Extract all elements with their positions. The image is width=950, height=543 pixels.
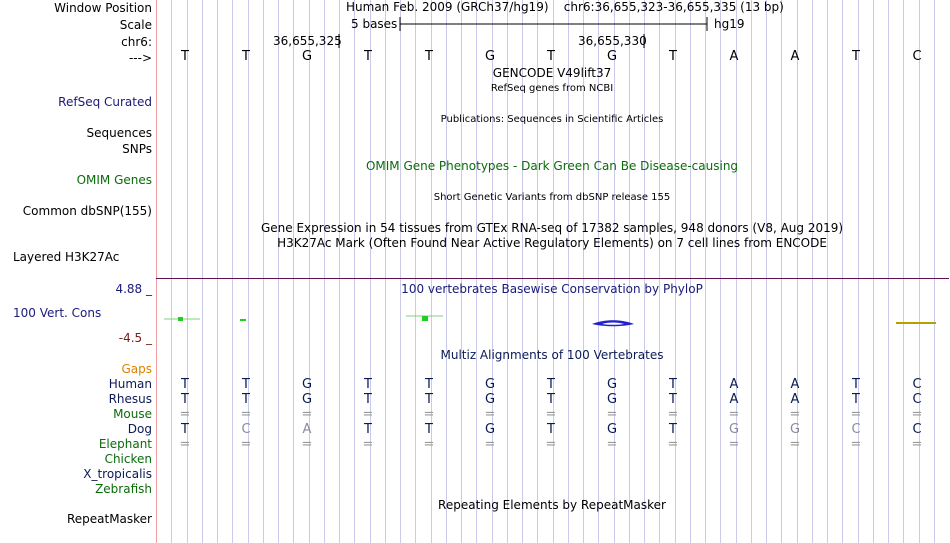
aligned-base: = xyxy=(667,407,679,422)
aligned-base: = xyxy=(850,407,862,422)
aligned-base: = xyxy=(789,437,801,452)
aligned-base: A xyxy=(790,392,800,407)
aligned-base: = xyxy=(911,407,923,422)
phylop-min-label: -4.5 _ xyxy=(118,331,152,345)
aligned-base: G xyxy=(301,377,313,392)
aligned-base: G xyxy=(728,422,740,437)
aligned-base: G xyxy=(606,422,618,437)
aligned-base: T xyxy=(425,422,433,437)
h3k27ac-title[interactable]: H3K27Ac Mark (Often Found Near Active Regulatory Elements) on 7 cell lines from ENCODE xyxy=(277,236,827,250)
aligned-base: T xyxy=(852,377,860,392)
omim-genes-label[interactable]: OMIM Genes xyxy=(76,173,152,187)
phylop-max-label: 4.88 _ xyxy=(115,282,152,296)
aligned-base: = xyxy=(728,437,740,452)
reference-base: T xyxy=(547,49,555,64)
chr-label: chr6: xyxy=(121,35,152,49)
aligned-base: C xyxy=(912,377,922,392)
phylop-title[interactable]: 100 vertebrates Basewise Conservation by PhyloP xyxy=(401,282,703,296)
aligned-base: C xyxy=(241,422,251,437)
aligned-base: T xyxy=(669,422,677,437)
aligned-base: = xyxy=(423,407,435,422)
phylop-peak-1 xyxy=(178,317,183,321)
species-label-mouse[interactable]: Mouse xyxy=(113,407,152,421)
aligned-base: = xyxy=(911,437,923,452)
repeatmasker-label[interactable]: RepeatMasker xyxy=(66,512,152,526)
aligned-base: = xyxy=(545,407,557,422)
aligned-base: = xyxy=(179,437,191,452)
reference-base: C xyxy=(912,49,922,64)
aligned-base: = xyxy=(301,437,313,452)
aligned-base: T xyxy=(364,392,372,407)
aligned-base: C xyxy=(912,392,922,407)
aligned-base: T xyxy=(181,377,189,392)
aligned-base: T xyxy=(669,392,677,407)
species-label-elephant[interactable]: Elephant xyxy=(98,437,152,451)
aligned-base: = xyxy=(240,437,252,452)
coordinate-tick-mark-2 xyxy=(643,34,646,48)
aligned-base: = xyxy=(484,437,496,452)
aligned-base: G xyxy=(484,422,496,437)
species-label-dog[interactable]: Dog xyxy=(127,422,152,436)
reference-base: T xyxy=(425,49,433,64)
aligned-base: = xyxy=(240,407,252,422)
species-label-chicken[interactable]: Chicken xyxy=(104,452,152,466)
aligned-base: = xyxy=(362,437,374,452)
aligned-base: = xyxy=(301,407,313,422)
reference-base: T xyxy=(669,49,677,64)
scale-assembly: hg19 xyxy=(714,17,745,31)
aligned-base: A xyxy=(729,392,739,407)
aligned-base: C xyxy=(912,422,922,437)
reference-base: A xyxy=(790,49,800,64)
aligned-base: T xyxy=(547,422,555,437)
dbsnp-title[interactable]: Short Genetic Variants from dbSNP release 155 xyxy=(433,192,671,203)
aligned-base: = xyxy=(728,407,740,422)
aligned-base: = xyxy=(667,437,679,452)
aligned-base: G xyxy=(484,392,496,407)
aligned-base: T xyxy=(181,422,189,437)
aligned-base: T xyxy=(669,377,677,392)
multiz-title[interactable]: Multiz Alignments of 100 Vertebrates xyxy=(440,348,664,362)
aligned-base: A xyxy=(790,377,800,392)
species-label-x_tropicalis[interactable]: X_tropicalis xyxy=(83,467,152,481)
aligned-base: T xyxy=(242,392,250,407)
phylop-track-label[interactable]: 100 Vert. Cons xyxy=(13,306,102,320)
aligned-base: G xyxy=(606,377,618,392)
aligned-base: G xyxy=(484,377,496,392)
aligned-base: = xyxy=(423,437,435,452)
aligned-base: = xyxy=(362,407,374,422)
aligned-base: C xyxy=(851,422,861,437)
reference-base: G xyxy=(484,49,496,64)
aligned-base: T xyxy=(425,392,433,407)
aligned-base: T xyxy=(547,392,555,407)
species-label-rhesus[interactable]: Rhesus xyxy=(108,392,152,406)
aligned-base: = xyxy=(850,437,862,452)
reference-base: G xyxy=(301,49,313,64)
species-label-zebrafish[interactable]: Zebrafish xyxy=(95,482,152,496)
gencode-title[interactable]: GENCODE V49lift37 xyxy=(492,66,612,80)
aligned-base: = xyxy=(484,407,496,422)
aligned-base: = xyxy=(606,437,618,452)
phylop-plot xyxy=(156,300,949,340)
reference-base: T xyxy=(181,49,189,64)
repeatmasker-title[interactable]: Repeating Elements by RepeatMasker xyxy=(438,498,666,512)
scale-label: Scale xyxy=(119,18,152,32)
aligned-base: T xyxy=(852,392,860,407)
aligned-base: A xyxy=(729,377,739,392)
aligned-base: G xyxy=(606,392,618,407)
aligned-base: A xyxy=(302,422,312,437)
gaps-label[interactable]: Gaps xyxy=(121,362,152,376)
aligned-base: = xyxy=(179,407,191,422)
aligned-base: T xyxy=(364,422,372,437)
aligned-base: = xyxy=(789,407,801,422)
reference-base: A xyxy=(729,49,739,64)
reference-base: T xyxy=(364,49,372,64)
aligned-base: T xyxy=(242,377,250,392)
coordinate-tick-2: 36,655,330 xyxy=(578,34,647,48)
coordinate-tick-mark-1 xyxy=(338,34,341,48)
reference-base: G xyxy=(606,49,618,64)
species-label-human[interactable]: Human xyxy=(108,377,152,391)
refseq-title[interactable]: RefSeq genes from NCBI xyxy=(490,83,614,94)
phylop-peak-2 xyxy=(240,319,246,321)
aligned-base: G xyxy=(789,422,801,437)
aligned-base: T xyxy=(425,377,433,392)
dbsnp-label[interactable]: Common dbSNP(155) xyxy=(22,204,152,218)
aligned-base: = xyxy=(545,437,557,452)
aligned-base: = xyxy=(606,407,618,422)
sequences-label[interactable]: Sequences xyxy=(86,126,152,140)
refseq-curated-label[interactable]: RefSeq Curated xyxy=(58,95,152,109)
aligned-base: T xyxy=(364,377,372,392)
aligned-base: G xyxy=(301,392,313,407)
aligned-base: T xyxy=(181,392,189,407)
scale-bar xyxy=(398,16,710,32)
window-position-label: Window Position xyxy=(54,1,152,15)
window-position-value: Human Feb. 2009 (GRCh37/hg19) chr6:36,655,323-36,655,335 (13 bp) xyxy=(346,0,784,14)
h3k27ac-label[interactable]: Layered H3K27Ac xyxy=(13,250,120,264)
omim-title[interactable]: OMIM Gene Phenotypes - Dark Green Can Be Disease-causing xyxy=(365,159,739,173)
publications-title[interactable]: Publications: Sequences in Scientific Articles xyxy=(440,114,664,125)
coordinate-tick-1: 36,655,325 xyxy=(273,34,342,48)
reference-base: T xyxy=(852,49,860,64)
snps-label[interactable]: SNPs xyxy=(122,142,152,156)
aligned-base: T xyxy=(547,377,555,392)
scale-bases: 5 bases xyxy=(351,17,398,31)
gtex-title[interactable]: Gene Expression in 54 tissues from GTEx RNA-seq of 17382 samples, 948 donors (V8, Aug 2019) xyxy=(260,221,844,235)
strand-label[interactable]: ---> xyxy=(128,51,152,65)
reference-base: T xyxy=(242,49,250,64)
phylop-peak-3 xyxy=(422,316,428,321)
